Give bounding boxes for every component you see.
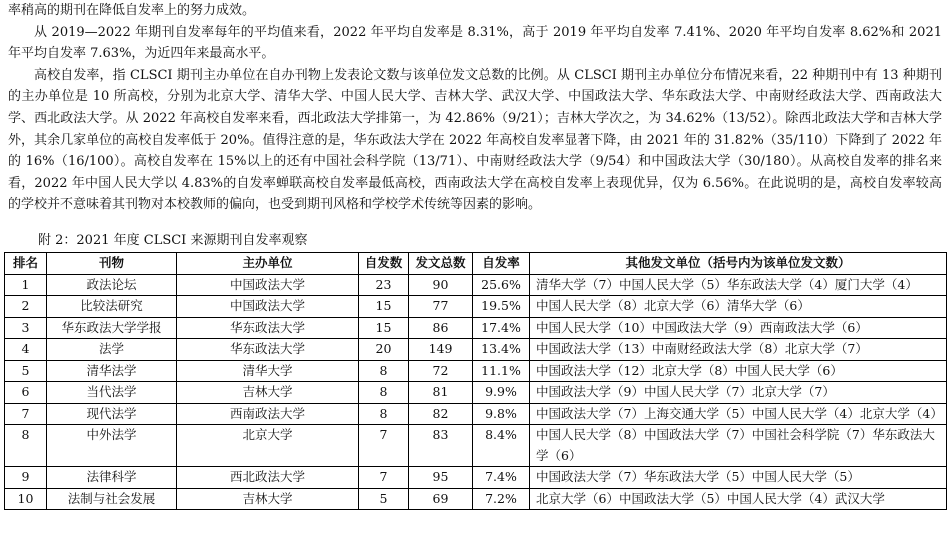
table-row: [5, 382, 947, 404]
cell-rank: 1: [5, 274, 47, 296]
cell-sponsor: 西北政法大学: [177, 467, 359, 489]
table-row: [5, 467, 947, 489]
cell-self-rate: 17.4%: [473, 317, 530, 339]
paragraph-continued: 率稍高的期刊在降低自发率上的努力成效。: [8, 3, 256, 18]
cell-sponsor: 华东政法大学: [177, 339, 359, 361]
header-journal: 刊物: [47, 253, 177, 275]
table-caption: 附 2：2021 年度 CLSCI 来源期刊自发率观察: [38, 233, 308, 248]
cell-sponsor: 北京大学: [177, 425, 359, 467]
cell-self-count: 23: [359, 274, 409, 296]
cell-sponsor: 西南政法大学: [177, 403, 359, 425]
cell-self-count: 7: [359, 425, 409, 467]
paragraph-average-rate: 从 2019—2022 年期刊自发率每年的平均值来看，2022 年平均自发率是 8.31%，高于 2019 年平均自发率 7.41%、2020 年平均自发率 8.62%和 2021 年平均自发率 7.63%，为近四年来最高水平。: [8, 24, 942, 62]
cell-other-units: 清华大学（7）中国人民大学（5）华东政法大学（4）厦门大学（4）: [530, 274, 947, 296]
cell-self-rate: 25.6%: [473, 274, 530, 296]
cell-other-units: 中国政法大学（12）北京大学（8）中国人民大学（6）: [530, 360, 947, 382]
cell-self-count: 15: [359, 317, 409, 339]
table-row: [5, 317, 947, 339]
cell-total-count: 77: [409, 296, 473, 318]
cell-total-count: 95: [409, 467, 473, 489]
cell-total-count: 86: [409, 317, 473, 339]
cell-sponsor: 吉林大学: [177, 488, 359, 510]
cell-rank: 8: [5, 425, 47, 467]
cell-sponsor: 华东政法大学: [177, 317, 359, 339]
cell-sponsor: 吉林大学: [177, 382, 359, 404]
cell-journal: 当代法学: [47, 382, 177, 404]
body-text: [8, 0, 942, 216]
cell-self-count: 8: [359, 403, 409, 425]
cell-sponsor: 中国政法大学: [177, 296, 359, 318]
cell-other-units: 中国政法大学（9）中国人民大学（7）北京大学（7）: [530, 382, 947, 404]
cell-total-count: 149: [409, 339, 473, 361]
cell-self-rate: 9.9%: [473, 382, 530, 404]
cell-self-rate: 7.4%: [473, 467, 530, 489]
cell-sponsor: 清华大学: [177, 360, 359, 382]
cell-rank: 2: [5, 296, 47, 318]
cell-rank: 9: [5, 467, 47, 489]
cell-total-count: 82: [409, 403, 473, 425]
table-row: [5, 296, 947, 318]
cell-rank: 7: [5, 403, 47, 425]
header-total-count: 发文总数: [409, 253, 473, 275]
self-publication-table: [4, 252, 947, 510]
cell-other-units: 中国政法大学（7）上海交通大学（5）中国人民大学（4）北京大学（4）: [530, 403, 947, 425]
table-row: [5, 274, 947, 296]
cell-self-count: 7: [359, 467, 409, 489]
cell-rank: 3: [5, 317, 47, 339]
cell-total-count: 72: [409, 360, 473, 382]
cell-self-rate: 8.4%: [473, 425, 530, 467]
table-header-row: [5, 253, 947, 275]
table-row: [5, 339, 947, 361]
cell-self-rate: 7.2%: [473, 488, 530, 510]
cell-rank: 10: [5, 488, 47, 510]
table-row: [5, 488, 947, 510]
cell-self-count: 8: [359, 360, 409, 382]
cell-journal: 中外法学: [47, 425, 177, 467]
cell-journal: 比较法研究: [47, 296, 177, 318]
table-row: [5, 403, 947, 425]
cell-sponsor: 中国政法大学: [177, 274, 359, 296]
cell-other-units: 中国政法大学（13）中南财经政法大学（8）北京大学（7）: [530, 339, 947, 361]
cell-other-units: 中国人民大学（10）中国政法大学（9）西南政法大学（6）: [530, 317, 947, 339]
table-row: [5, 360, 947, 382]
cell-other-units: 中国人民大学（8）中国政法大学（7）中国社会科学院（7）华东政法大学（6）: [530, 425, 947, 467]
cell-journal: 法学: [47, 339, 177, 361]
cell-total-count: 81: [409, 382, 473, 404]
cell-rank: 5: [5, 360, 47, 382]
cell-self-count: 5: [359, 488, 409, 510]
paragraph-university-rate: 高校自发率，指 CLSCI 期刊主办单位在自办刊物上发表论文数与该单位发文总数的比例。从 CLSCI 期刊主办单位分布情况来看，22 种期刊中有 13 种期刊的主办单位是 10 所高校，分别为北京大学、清华大学、中国人民大学、吉林大学、武汉大学、中国政法大学、华东政法大学、中南财经政法大学、西南政法大学、西北政法大学。从 2022 年高校自发率来看，西北政法大学排第一，为 42.86%（9/21）；吉林大学次之，为 34.62%（13/52）。除西北政法大学和吉林大学外，其余几家单位的高校自发率低于 20%。值得注意的是，华东政法大学在 2022 年高校自发率显著下降，由 2021 年的 31.82%（35/110）下降到了 2022 年的 16%（16/100）。高校自发率在 15%以上的还有中国社会科学院（13/71）、中南财经政法大学（9/54）和中国政法大学（30/180）。从高校自发率的排名来看，2022 年中国人民大学以 4.83%的自发率蝉联高校自发率最低高校，西南政法大学在高校自发率上表现优异，仅为 6.56%。在此说明的是，高校自发率较高的学校并不意味着其刊物对本校教师的偏向，也受到期刊风格和学校学术传统等因素的影响。: [8, 67, 942, 213]
header-other-units: 其他发文单位（括号内为该单位发文数）: [530, 253, 947, 275]
cell-rank: 4: [5, 339, 47, 361]
cell-total-count: 83: [409, 425, 473, 467]
cell-journal: 法律科学: [47, 467, 177, 489]
cell-total-count: 69: [409, 488, 473, 510]
cell-journal: 清华法学: [47, 360, 177, 382]
cell-other-units: 北京大学（6）中国政法大学（5）中国人民大学（4）武汉大学: [530, 488, 947, 510]
cell-journal: 现代法学: [47, 403, 177, 425]
cell-rank: 6: [5, 382, 47, 404]
cell-total-count: 90: [409, 274, 473, 296]
cell-self-count: 20: [359, 339, 409, 361]
table-row: [5, 425, 947, 467]
header-sponsor: 主办单位: [177, 253, 359, 275]
header-self-count: 自发数: [359, 253, 409, 275]
cell-self-count: 8: [359, 382, 409, 404]
cell-other-units: 中国人民大学（8）北京大学（6）清华大学（6）: [530, 296, 947, 318]
header-rank: 排名: [5, 253, 47, 275]
cell-self-rate: 9.8%: [473, 403, 530, 425]
cell-other-units: 中国政法大学（7）华东政法大学（5）中国人民大学（5）: [530, 467, 947, 489]
cell-self-count: 15: [359, 296, 409, 318]
header-self-rate: 自发率: [473, 253, 530, 275]
cell-journal: 政法论坛: [47, 274, 177, 296]
cell-self-rate: 13.4%: [473, 339, 530, 361]
cell-self-rate: 19.5%: [473, 296, 530, 318]
cell-self-rate: 11.1%: [473, 360, 530, 382]
cell-journal: 华东政法大学学报: [47, 317, 177, 339]
cell-journal: 法制与社会发展: [47, 488, 177, 510]
